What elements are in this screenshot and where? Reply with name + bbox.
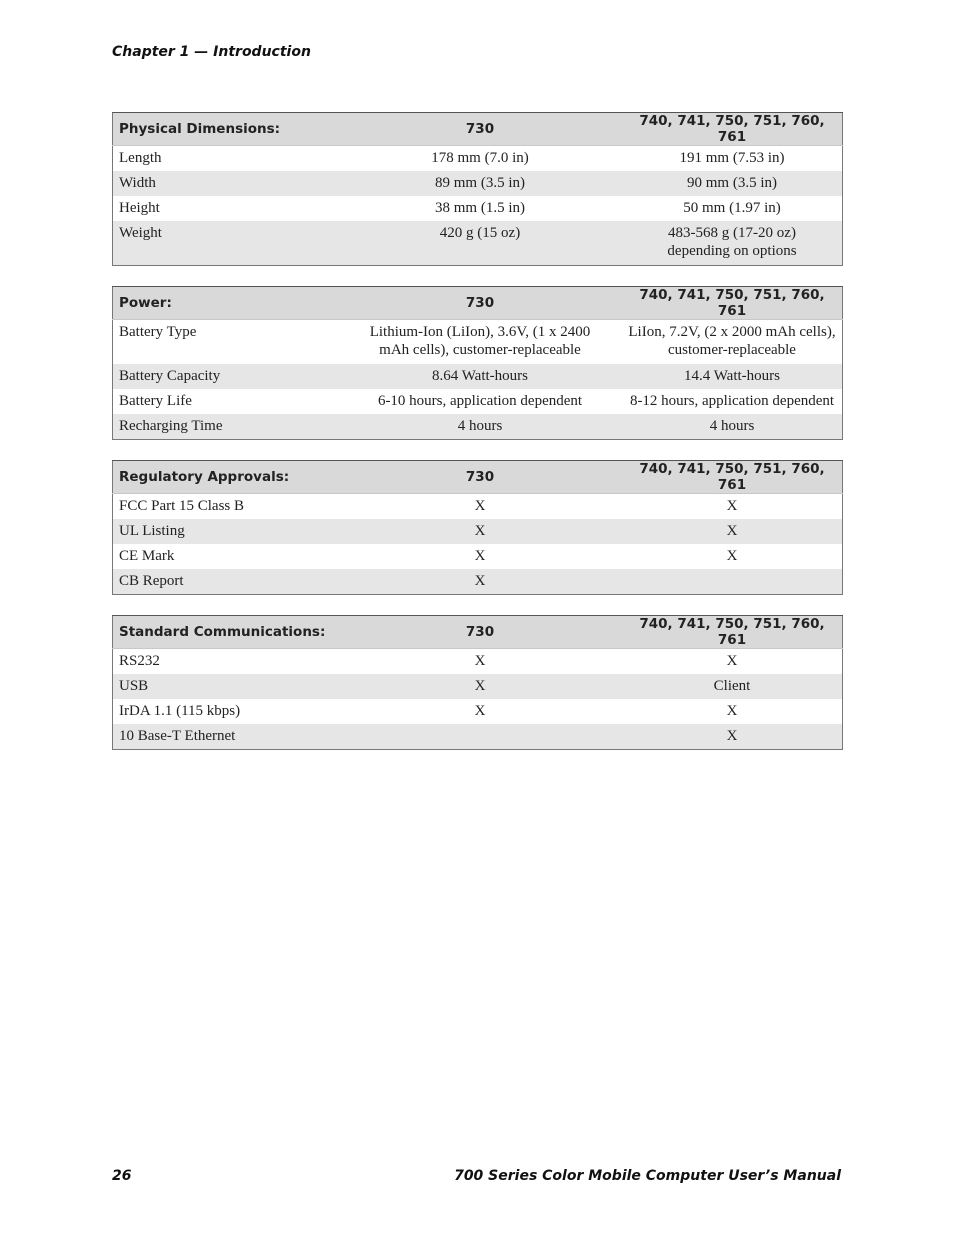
cell-730: 38 mm (1.5 in): [338, 196, 622, 221]
cell-740-series: 50 mm (1.97 in): [622, 196, 843, 221]
cell-730: X: [338, 519, 622, 544]
page-number: 26: [112, 1168, 132, 1184]
chapter-header: Chapter 1 — Introduction: [112, 44, 311, 60]
row-label: Recharging Time: [113, 414, 339, 440]
row-label: UL Listing: [113, 519, 339, 544]
column-740-series: 740, 741, 750, 751, 760, 761: [622, 461, 843, 494]
cell-730: [338, 320, 622, 365]
power-table: [112, 286, 843, 440]
cell-740-series: 191 mm (7.53 in): [622, 146, 843, 172]
row-label: IrDA 1.1 (115 kbps): [113, 699, 339, 724]
table-row: [113, 674, 843, 699]
cell-740-series: X: [622, 519, 843, 544]
cell-740-series: 14.4 Watt-hours: [622, 364, 843, 389]
cell-740-series: X: [622, 724, 843, 750]
cell-730: X: [338, 674, 622, 699]
regulatory-approvals-table: [112, 460, 843, 595]
row-label: Weight: [113, 221, 339, 266]
table-row: [113, 569, 843, 595]
table-row: [113, 414, 843, 440]
manual-title: 700 Series Color Mobile Computer User’s Manual: [454, 1168, 841, 1184]
row-label: Battery Life: [113, 389, 339, 414]
row-label: 10 Base-T Ethernet: [113, 724, 339, 750]
table-row: [113, 544, 843, 569]
table-row: [113, 494, 843, 520]
table-heading: Physical Dimensions:: [113, 113, 339, 146]
column-730: 730: [338, 113, 622, 146]
row-label: CE Mark: [113, 544, 339, 569]
row-label: Width: [113, 171, 339, 196]
cell-730: 89 mm (3.5 in): [338, 171, 622, 196]
cell-line: LiIon, 7.2V, (2 x 2000 mAh cells),: [628, 324, 836, 340]
column-730: 730: [338, 461, 622, 494]
table-header-row: [113, 616, 843, 649]
cell-line: customer-replaceable: [668, 342, 796, 358]
table-heading: Standard Communications:: [113, 616, 339, 649]
table-row: [113, 519, 843, 544]
cell-730: [338, 724, 622, 750]
cell-740-series: 90 mm (3.5 in): [622, 171, 843, 196]
cell-730: X: [338, 544, 622, 569]
row-label: FCC Part 15 Class B: [113, 494, 339, 520]
row-label: RS232: [113, 649, 339, 675]
cell-740-series: [622, 569, 843, 595]
physical-dimensions-table: [112, 112, 843, 266]
column-740-series: 740, 741, 750, 751, 760, 761: [622, 113, 843, 146]
cell-740-series: 4 hours: [622, 414, 843, 440]
column-740-series: 740, 741, 750, 751, 760, 761: [622, 287, 843, 320]
row-label: Height: [113, 196, 339, 221]
cell-740-series: Client: [622, 674, 843, 699]
table-row: [113, 146, 843, 172]
table-row: [113, 699, 843, 724]
table-row: [113, 724, 843, 750]
table-row: [113, 389, 843, 414]
standard-communications-table: [112, 615, 843, 750]
cell-740-series: [622, 221, 843, 266]
row-label: Length: [113, 146, 339, 172]
cell-730: X: [338, 699, 622, 724]
cell-line: Lithium-Ion (LiIon), 3.6V, (1 x 2400: [369, 324, 591, 340]
cell-730: 178 mm (7.0 in): [338, 146, 622, 172]
column-730: 730: [338, 287, 622, 320]
row-label: Battery Capacity: [113, 364, 339, 389]
cell-line: depending on options: [667, 243, 797, 259]
table-row: [113, 221, 843, 266]
table-row: [113, 320, 843, 365]
cell-line: 483-568 g (17-20 oz): [668, 225, 796, 241]
column-730: 730: [338, 616, 622, 649]
table-row: [113, 171, 843, 196]
table-row: [113, 649, 843, 675]
table-header-row: [113, 461, 843, 494]
cell-740-series: X: [622, 649, 843, 675]
table-heading: Regulatory Approvals:: [113, 461, 339, 494]
column-740-series: 740, 741, 750, 751, 760, 761: [622, 616, 843, 649]
table-row: [113, 364, 843, 389]
row-label: CB Report: [113, 569, 339, 595]
cell-730: X: [338, 494, 622, 520]
table-heading: Power:: [113, 287, 339, 320]
cell-730: X: [338, 649, 622, 675]
row-label: USB: [113, 674, 339, 699]
cell-730: X: [338, 569, 622, 595]
cell-730: 4 hours: [338, 414, 622, 440]
cell-740-series: [622, 320, 843, 365]
cell-740-series: X: [622, 494, 843, 520]
cell-730: 420 g (15 oz): [338, 221, 622, 266]
table-header-row: [113, 113, 843, 146]
cell-740-series: X: [622, 699, 843, 724]
table-row: [113, 196, 843, 221]
cell-line: mAh cells), customer-replaceable: [379, 342, 581, 358]
cell-730: 6-10 hours, application dependent: [338, 389, 622, 414]
cell-740-series: 8-12 hours, application dependent: [622, 389, 843, 414]
cell-740-series: X: [622, 544, 843, 569]
cell-730: 8.64 Watt-hours: [338, 364, 622, 389]
row-label: Battery Type: [113, 320, 339, 365]
table-header-row: [113, 287, 843, 320]
